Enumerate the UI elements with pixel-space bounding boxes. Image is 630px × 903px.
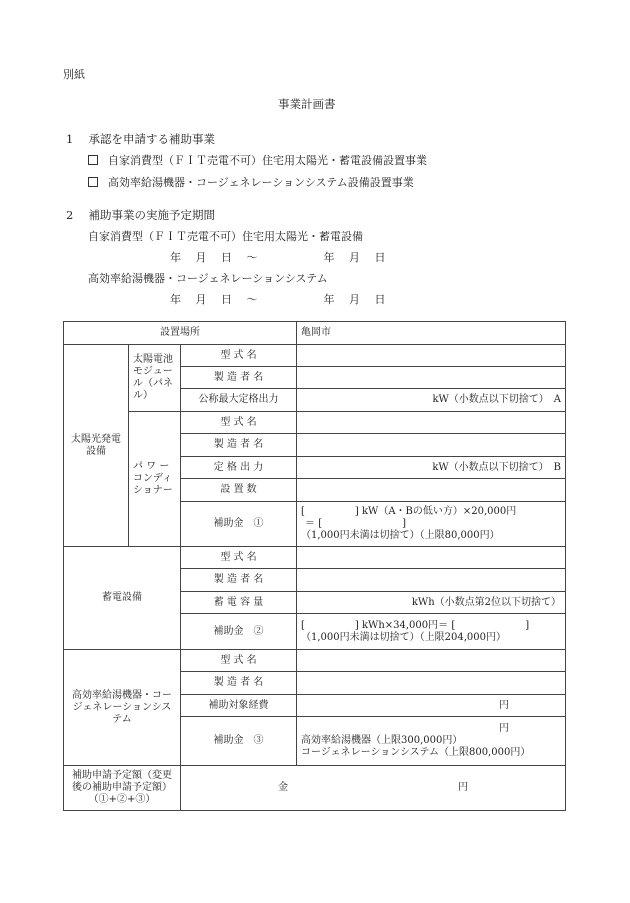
module-model-label: 型 式 名 <box>181 345 297 367</box>
storage-manufacturer-value[interactable] <box>297 569 566 592</box>
pcs-label: パ ワ ー コンディショナー <box>129 412 181 547</box>
subsidy1-line2: ＝ [ ] <box>305 518 406 529</box>
option-heater-label: 高効率給湯機器・コージェネレーションシステム設備設置事業 <box>108 176 414 189</box>
subsidy2-value[interactable] <box>297 614 566 650</box>
pcs-output-value[interactable]: kW（小数点以下切捨て） B <box>297 457 566 479</box>
total-label: 補助申請予定額（変更後の補助申請予定額）（①+②+③） <box>64 766 181 811</box>
module-label: 太陽電池モジュール（パネル） <box>129 345 181 412</box>
storage-capacity-value[interactable]: kWh（小数点第2位以下切捨て） <box>297 592 566 614</box>
storage-manufacturer-label: 製 造 者 名 <box>181 569 297 592</box>
table-row <box>64 322 566 345</box>
section1-heading: 1 承認を申請する補助事業 <box>66 132 215 146</box>
subsidy3-line2: コージェネレーションシステム（上限800,000円） <box>301 747 531 758</box>
pcs-manufacturer-label: 製 造 者 名 <box>181 434 297 457</box>
pcs-count-label: 設 置 数 <box>181 479 297 502</box>
storage-group-label: 蓄電設備 <box>64 547 181 650</box>
option-solar[interactable] <box>88 152 427 168</box>
heater-model-label: 型 式 名 <box>181 650 297 672</box>
subsidy3-label: 補助金 ③ <box>181 717 297 766</box>
pcs-manufacturer-value[interactable] <box>297 434 566 457</box>
period-heater-dates: 年 月 日 ～ 年 月 日 <box>170 293 386 306</box>
module-manufacturer-value[interactable] <box>297 367 566 389</box>
page-title: 事業計画書 <box>278 97 336 111</box>
table-row <box>64 412 566 434</box>
period-solar-label: 自家消費型（ＦＩＴ売電不可）住宅用太陽光・蓄電設備 <box>88 230 363 243</box>
subsidy3-line1: 高効率給湯機器（上限300,000円） <box>301 735 463 746</box>
table-row <box>64 766 566 811</box>
pcs-output-label: 定 格 出 力 <box>181 457 297 479</box>
subsidy2-line1: [ ] kWh×34,000円＝ [ ] <box>301 619 530 631</box>
period-heater-label: 高効率給湯機器・コージェネレーションシステム <box>88 272 328 285</box>
checkbox-heater[interactable] <box>88 177 98 187</box>
subsidy2-label: 補助金 ② <box>181 614 297 650</box>
heater-manufacturer-value[interactable] <box>297 672 566 695</box>
module-model-value[interactable] <box>297 345 566 367</box>
eligible-cost-value[interactable] <box>297 695 566 717</box>
heater-manufacturer-label: 製 造 者 名 <box>181 672 297 695</box>
option-solar-label: 自家消費型（ＦＩＴ売電不可）住宅用太陽光・蓄電設備設置事業 <box>108 154 427 167</box>
subsidy1-value[interactable] <box>297 502 566 547</box>
solar-group-label: 太陽光発電設備 <box>64 345 129 547</box>
subsidy3-value[interactable] <box>297 717 566 766</box>
subsidy3-unit: 円 <box>499 723 510 734</box>
location-label: 設置場所 <box>64 322 297 345</box>
pcs-model-value[interactable] <box>297 412 566 434</box>
attachment-label: 別紙 <box>63 68 85 81</box>
checkbox-solar[interactable] <box>88 155 98 165</box>
subsidy1-label: 補助金 ① <box>181 502 297 547</box>
plan-table <box>63 321 566 811</box>
module-output-label: 公称最大定格出力 <box>181 389 297 412</box>
eligible-cost-unit: 円 <box>499 699 510 711</box>
pcs-count-value[interactable] <box>297 479 566 502</box>
heater-model-value[interactable] <box>297 650 566 672</box>
eligible-cost-label: 補助対象経費 <box>181 695 297 717</box>
option-heater[interactable] <box>88 174 414 190</box>
module-manufacturer-label: 製 造 者 名 <box>181 367 297 389</box>
storage-model-label: 型 式 名 <box>181 547 297 569</box>
pcs-model-label: 型 式 名 <box>181 412 297 434</box>
period-solar-dates: 年 月 日 ～ 年 月 日 <box>170 251 386 264</box>
section2-heading: 2 補助事業の実施予定期間 <box>66 208 215 222</box>
heater-group-label: 高効率給湯機器・コージェネレーションシステム <box>64 650 181 766</box>
module-output-value[interactable]: kW（小数点以下切捨て） A <box>297 389 566 412</box>
location-value[interactable]: 亀岡市 <box>297 322 566 345</box>
subsidy2-line2: （1,000円未満は切捨て）（上限204,000円） <box>301 631 506 643</box>
table-row <box>64 547 566 569</box>
subsidy1-line3: （1,000円未満は切捨て）（上限80,000円） <box>301 530 500 541</box>
storage-capacity-label: 蓄 電 容 量 <box>181 592 297 614</box>
total-value[interactable]: 金 円 <box>181 766 566 811</box>
table-row <box>64 345 566 367</box>
storage-model-value[interactable] <box>297 547 566 569</box>
table-row <box>64 650 566 672</box>
subsidy1-line1: [ ] kW（A・Bの低い方）×20,000円 <box>301 506 517 517</box>
